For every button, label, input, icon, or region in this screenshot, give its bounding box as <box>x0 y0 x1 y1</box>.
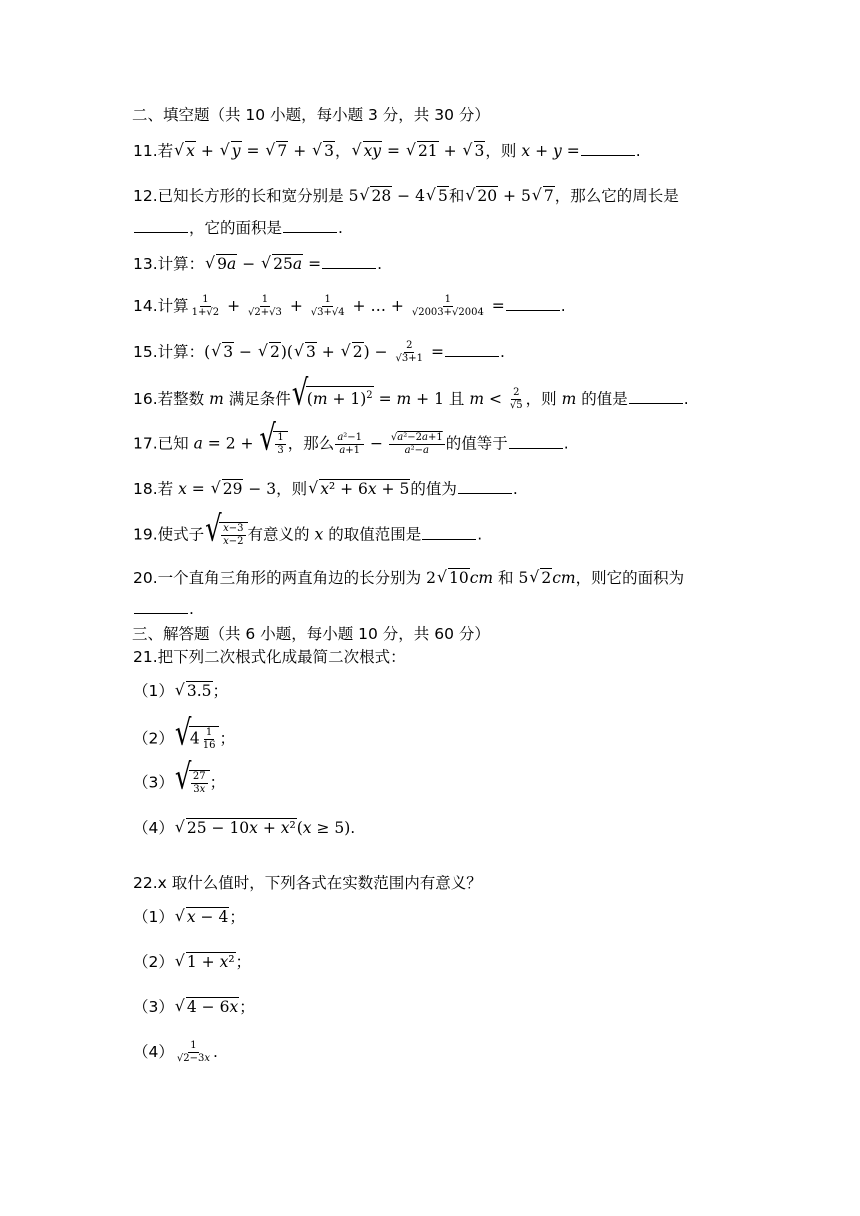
q22-part-3: （3）√ 4 − 6x； <box>133 996 255 1018</box>
q21-part-4: （4）√ 25 − 10x + x²(x ≥ 5). <box>133 817 355 839</box>
q22-part-4: （4） $\frac{1}{√2-3x}$ . <box>133 1040 218 1064</box>
section-2-title: 二、填空题（共 10 小题，每小题 3 分，共 30 分） <box>132 106 490 124</box>
answer-blank[interactable] <box>322 254 376 269</box>
question-16: 16.若整数 m 满足条件√ $(m + 1)^2 = m + 1$ 且 m < $\frac{2}{√5}$ ，则 m 的值是 . <box>133 386 689 412</box>
question-20: 20.一个直角三角形的两直角边的长分别为 2√ 10cm 和 5√ 2cm，则它的面积为 <box>133 567 684 589</box>
answer-blank[interactable] <box>458 479 512 494</box>
answer-blank[interactable] <box>509 434 563 449</box>
question-12: 12.已知长方形的长和宽分别是 5√ 28 − 4√ 5和√ 20 + 5√ 7，那么它的周长是 <box>133 185 679 207</box>
answer-blank[interactable] <box>629 389 683 404</box>
question-21: 21.把下列二次根式化成最简二次根式： <box>133 648 406 666</box>
question-17: 17.已知 a = 2 + √ $\frac{1}{3}$ ，那么 $\frac{\text{a²−1}}{a+1}$ − $\frac{\text{√a²−2a+1}}{\text{a²−a}}$ 的值等于 . <box>133 431 569 457</box>
answer-blank[interactable] <box>134 218 188 233</box>
answer-blank[interactable] <box>581 141 635 156</box>
question-12-cont: ，它的面积是 . <box>133 217 343 239</box>
answer-blank[interactable] <box>506 296 560 311</box>
section-3-title: 三、解答题（共 6 小题，每小题 10 分，共 60 分） <box>132 625 490 643</box>
answer-blank[interactable] <box>422 525 476 540</box>
answer-blank[interactable] <box>134 599 188 614</box>
question-19: 19.使式子 √ $\frac{x-3}{x-2}$ 有意义的 x 的取值范围是 . <box>133 522 482 548</box>
question-22: 22.x 取什么值时，下列各式在实数范围内有意义？ <box>133 874 482 892</box>
q22-part-2: （2）√ 1 + x²； <box>133 951 251 973</box>
question-13: 13.计算：√ 9a − √ 25a = . <box>133 253 382 275</box>
question-20-cont: . <box>133 598 194 620</box>
q22-part-1: （1）√ x − 4； <box>133 906 245 928</box>
q21-part-2: （2）√ 4 $\frac{1}{16}$ ； <box>133 726 235 752</box>
q21-part-1: （1）√ 3.5； <box>133 680 228 702</box>
question-18: 18.若 x = √ 29 − 3，则√ x² + 6x + 5的值为 . <box>133 478 518 500</box>
question-15: 15.计算：(√ 3 − √ 2)(√ 3 + √ 2) − $\frac{2}{√3+1}$ = . <box>133 340 505 365</box>
question-11: 11.若√ x + √ y = √ 7 + √ 3，√ xy = √ 21 + √ 3，则 x + y = . <box>133 140 641 162</box>
answer-blank[interactable] <box>283 218 337 233</box>
q21-part-3: （3） √ $\frac{27}{3x}$ ； <box>133 770 225 796</box>
question-14: 14.计算 $\frac{1}{1+√2}$ + $\frac{1}{√2+√3}$ + $\frac{1}{√3+√4}$ + … + $\frac{1}{√2003+√2004}$ = . <box>133 294 566 318</box>
answer-blank[interactable] <box>445 342 499 357</box>
